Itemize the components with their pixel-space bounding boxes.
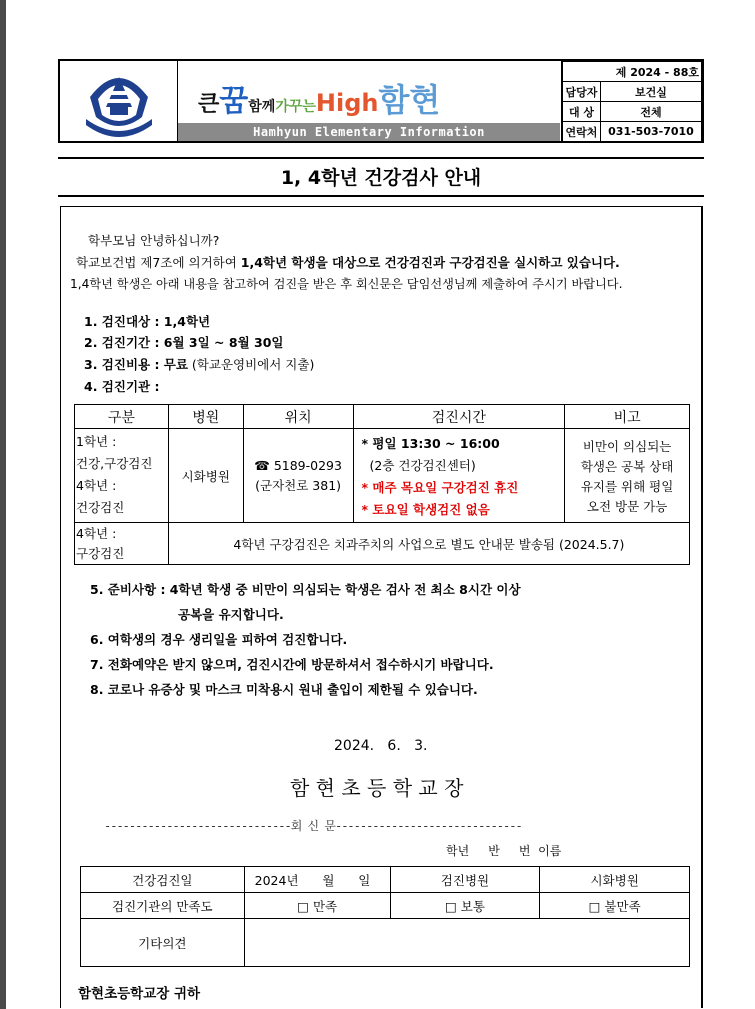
intro-line-3: 1,4학년 학생은 아래 내용을 참고하여 검진을 받은 후 회신문은 담임선생님께 제출하여 주시기 바랍니다. xyxy=(70,277,623,291)
slogan-part-4: 가꾸는 xyxy=(275,99,316,115)
table-header-row xyxy=(75,405,690,429)
satisfaction-unsatisfied-checkbox[interactable]: □ 불만족 xyxy=(540,893,690,919)
reply-form-table xyxy=(80,866,690,967)
category-line: 구강검진 xyxy=(76,545,125,561)
document-title: 1, 4학년 건강검사 안내 xyxy=(280,167,482,189)
row1-note xyxy=(565,429,690,523)
satisfaction-satisfied-checkbox[interactable]: □ 만족 xyxy=(244,893,390,919)
intro-line-2 xyxy=(76,253,620,271)
intro-line-2-bold: 1,4학년 학생을 대상으로 건강검진과 구강검진을 실시하고 있습니다. xyxy=(240,255,620,270)
phone-icon: ☎ xyxy=(254,457,270,473)
category-line: 4학년 : xyxy=(76,525,117,541)
item-cost-bold: 3. 검진비용 : 무료 xyxy=(84,357,188,372)
slogan-part-3: 함께 xyxy=(248,99,276,115)
row2-notice: 4학년 구강검진은 치과주치의 사업으로 별도 안내문 발송됨 (2024.5.7) xyxy=(168,523,689,565)
reply-label-satisfaction: 검진기관의 만족도 xyxy=(81,893,245,919)
slogan-part-5: High xyxy=(315,89,379,117)
slogan-part-2: 꿈 xyxy=(219,84,249,119)
note-preparation-cont: 공복을 유지합니다. xyxy=(178,607,284,622)
table-row xyxy=(75,523,690,565)
col-header-note: 비고 xyxy=(565,405,690,429)
table-row xyxy=(81,893,690,919)
info-label: 연락처 xyxy=(563,122,601,142)
item-cost-rest: (학교운영비에서 지출) xyxy=(187,357,315,372)
info-value: 031-503-7010 xyxy=(601,122,702,142)
col-header-hospital: 병원 xyxy=(168,405,243,429)
left-edge-bar xyxy=(0,0,6,1009)
item-cost xyxy=(84,355,314,373)
row2-category xyxy=(75,523,169,565)
note-reservation: 7. 전화예약은 받지 않으며, 검진시간에 방문하셔서 접수하시기 바랍니다. xyxy=(90,657,494,672)
other-opinion-field[interactable] xyxy=(244,919,689,967)
row1-hospital: 시화병원 xyxy=(168,429,243,523)
reply-exam-date-field[interactable]: 2024년 월 일 xyxy=(244,867,390,893)
note-covid: 8. 코로나 유증상 및 마스크 미착용시 원내 출입이 제한될 수 있습니다. xyxy=(90,682,478,697)
info-value: 보건실 xyxy=(601,82,702,102)
exam-schedule-table xyxy=(74,404,690,565)
issue-number: 제 2024 - 88호 xyxy=(563,62,702,82)
info-label: 담당자 xyxy=(563,82,601,102)
time-thursday-closed: * 매주 목요일 구강검진 휴진 xyxy=(361,480,519,495)
title-rule-top xyxy=(58,157,704,159)
title-rule-bottom xyxy=(58,195,704,197)
reply-label-hospital: 검진병원 xyxy=(390,867,540,893)
reply-divider: ------------------------------회 신 문------------------------------ xyxy=(104,819,522,833)
reply-hospital-value: 시화병원 xyxy=(540,867,690,893)
row1-category xyxy=(75,429,169,523)
student-info-line: 학년 반 번 이름 xyxy=(446,844,562,858)
school-logo-cell xyxy=(60,61,178,141)
category-line: 건강,구강검진 xyxy=(76,456,153,471)
satisfaction-neutral-checkbox[interactable]: □ 보통 xyxy=(390,893,540,919)
greeting: 학부모님 안녕하십니까? xyxy=(88,233,220,248)
note-line: 유지를 위해 평일 xyxy=(580,479,674,494)
slogan-part-1: 큰 xyxy=(198,92,220,117)
address: (군자천로 381) xyxy=(255,477,342,493)
col-header-location: 위치 xyxy=(243,405,353,429)
english-subtitle: Hamhyun Elementary Information xyxy=(178,123,560,141)
note-line: 학생은 공복 상태 xyxy=(580,459,674,474)
slogan-part-6: 함현 xyxy=(378,81,441,119)
category-line: 4학년 : xyxy=(76,478,117,493)
document-info-table xyxy=(562,61,702,142)
masthead xyxy=(178,61,562,141)
col-header-time: 검진시간 xyxy=(353,405,565,429)
school-slogan xyxy=(198,75,558,121)
table-row xyxy=(81,867,690,893)
col-header-category: 구분 xyxy=(75,405,169,429)
table-row xyxy=(75,429,690,523)
note-line: 비만이 의심되는 xyxy=(582,439,672,454)
phone-number: 5189-0293 xyxy=(273,457,342,473)
time-saturday-none: * 토요일 학생검진 없음 xyxy=(361,502,490,517)
intro-line-2-prefix: 학교보건법 제7조에 의거하여 xyxy=(76,255,241,270)
note-line: 오전 방문 가능 xyxy=(586,499,668,514)
issue-date: 2024. 6. 3. xyxy=(334,738,428,754)
table-row xyxy=(81,919,690,967)
time-weekday: * 평일 13:30 ~ 16:00 xyxy=(361,436,500,451)
row1-location xyxy=(243,429,353,523)
category-line: 건강검진 xyxy=(76,500,125,515)
info-value: 전체 xyxy=(601,102,702,122)
item-period: 2. 검진기간 : 6월 3일 ~ 8월 30일 xyxy=(84,335,284,350)
item-institution: 4. 검진기관 : xyxy=(84,379,160,394)
school-emblem-icon xyxy=(60,61,178,141)
row1-time xyxy=(353,429,565,523)
note-preparation: 5. 준비사항 : 4학년 학생 중 비만이 의심되는 학생은 검사 전 최소 8시간 이상 xyxy=(90,582,521,597)
note-female: 6. 여학생의 경우 생리일을 피하여 검진합니다. xyxy=(90,632,348,647)
info-label: 대 상 xyxy=(563,102,601,122)
principal-name: 함 현 초 등 학 교 장 xyxy=(290,776,464,800)
reply-label-exam-date: 건강검진일 xyxy=(81,867,245,893)
time-location: (2층 건강검진센터) xyxy=(369,458,476,473)
newsletter-header xyxy=(58,59,704,143)
item-target: 1. 검진대상 : 1,4학년 xyxy=(84,314,211,329)
footer-addressee: 함현초등학교장 귀하 xyxy=(78,986,201,1002)
reply-label-other: 기타의견 xyxy=(81,919,245,967)
category-line: 1학년 : xyxy=(76,434,117,449)
